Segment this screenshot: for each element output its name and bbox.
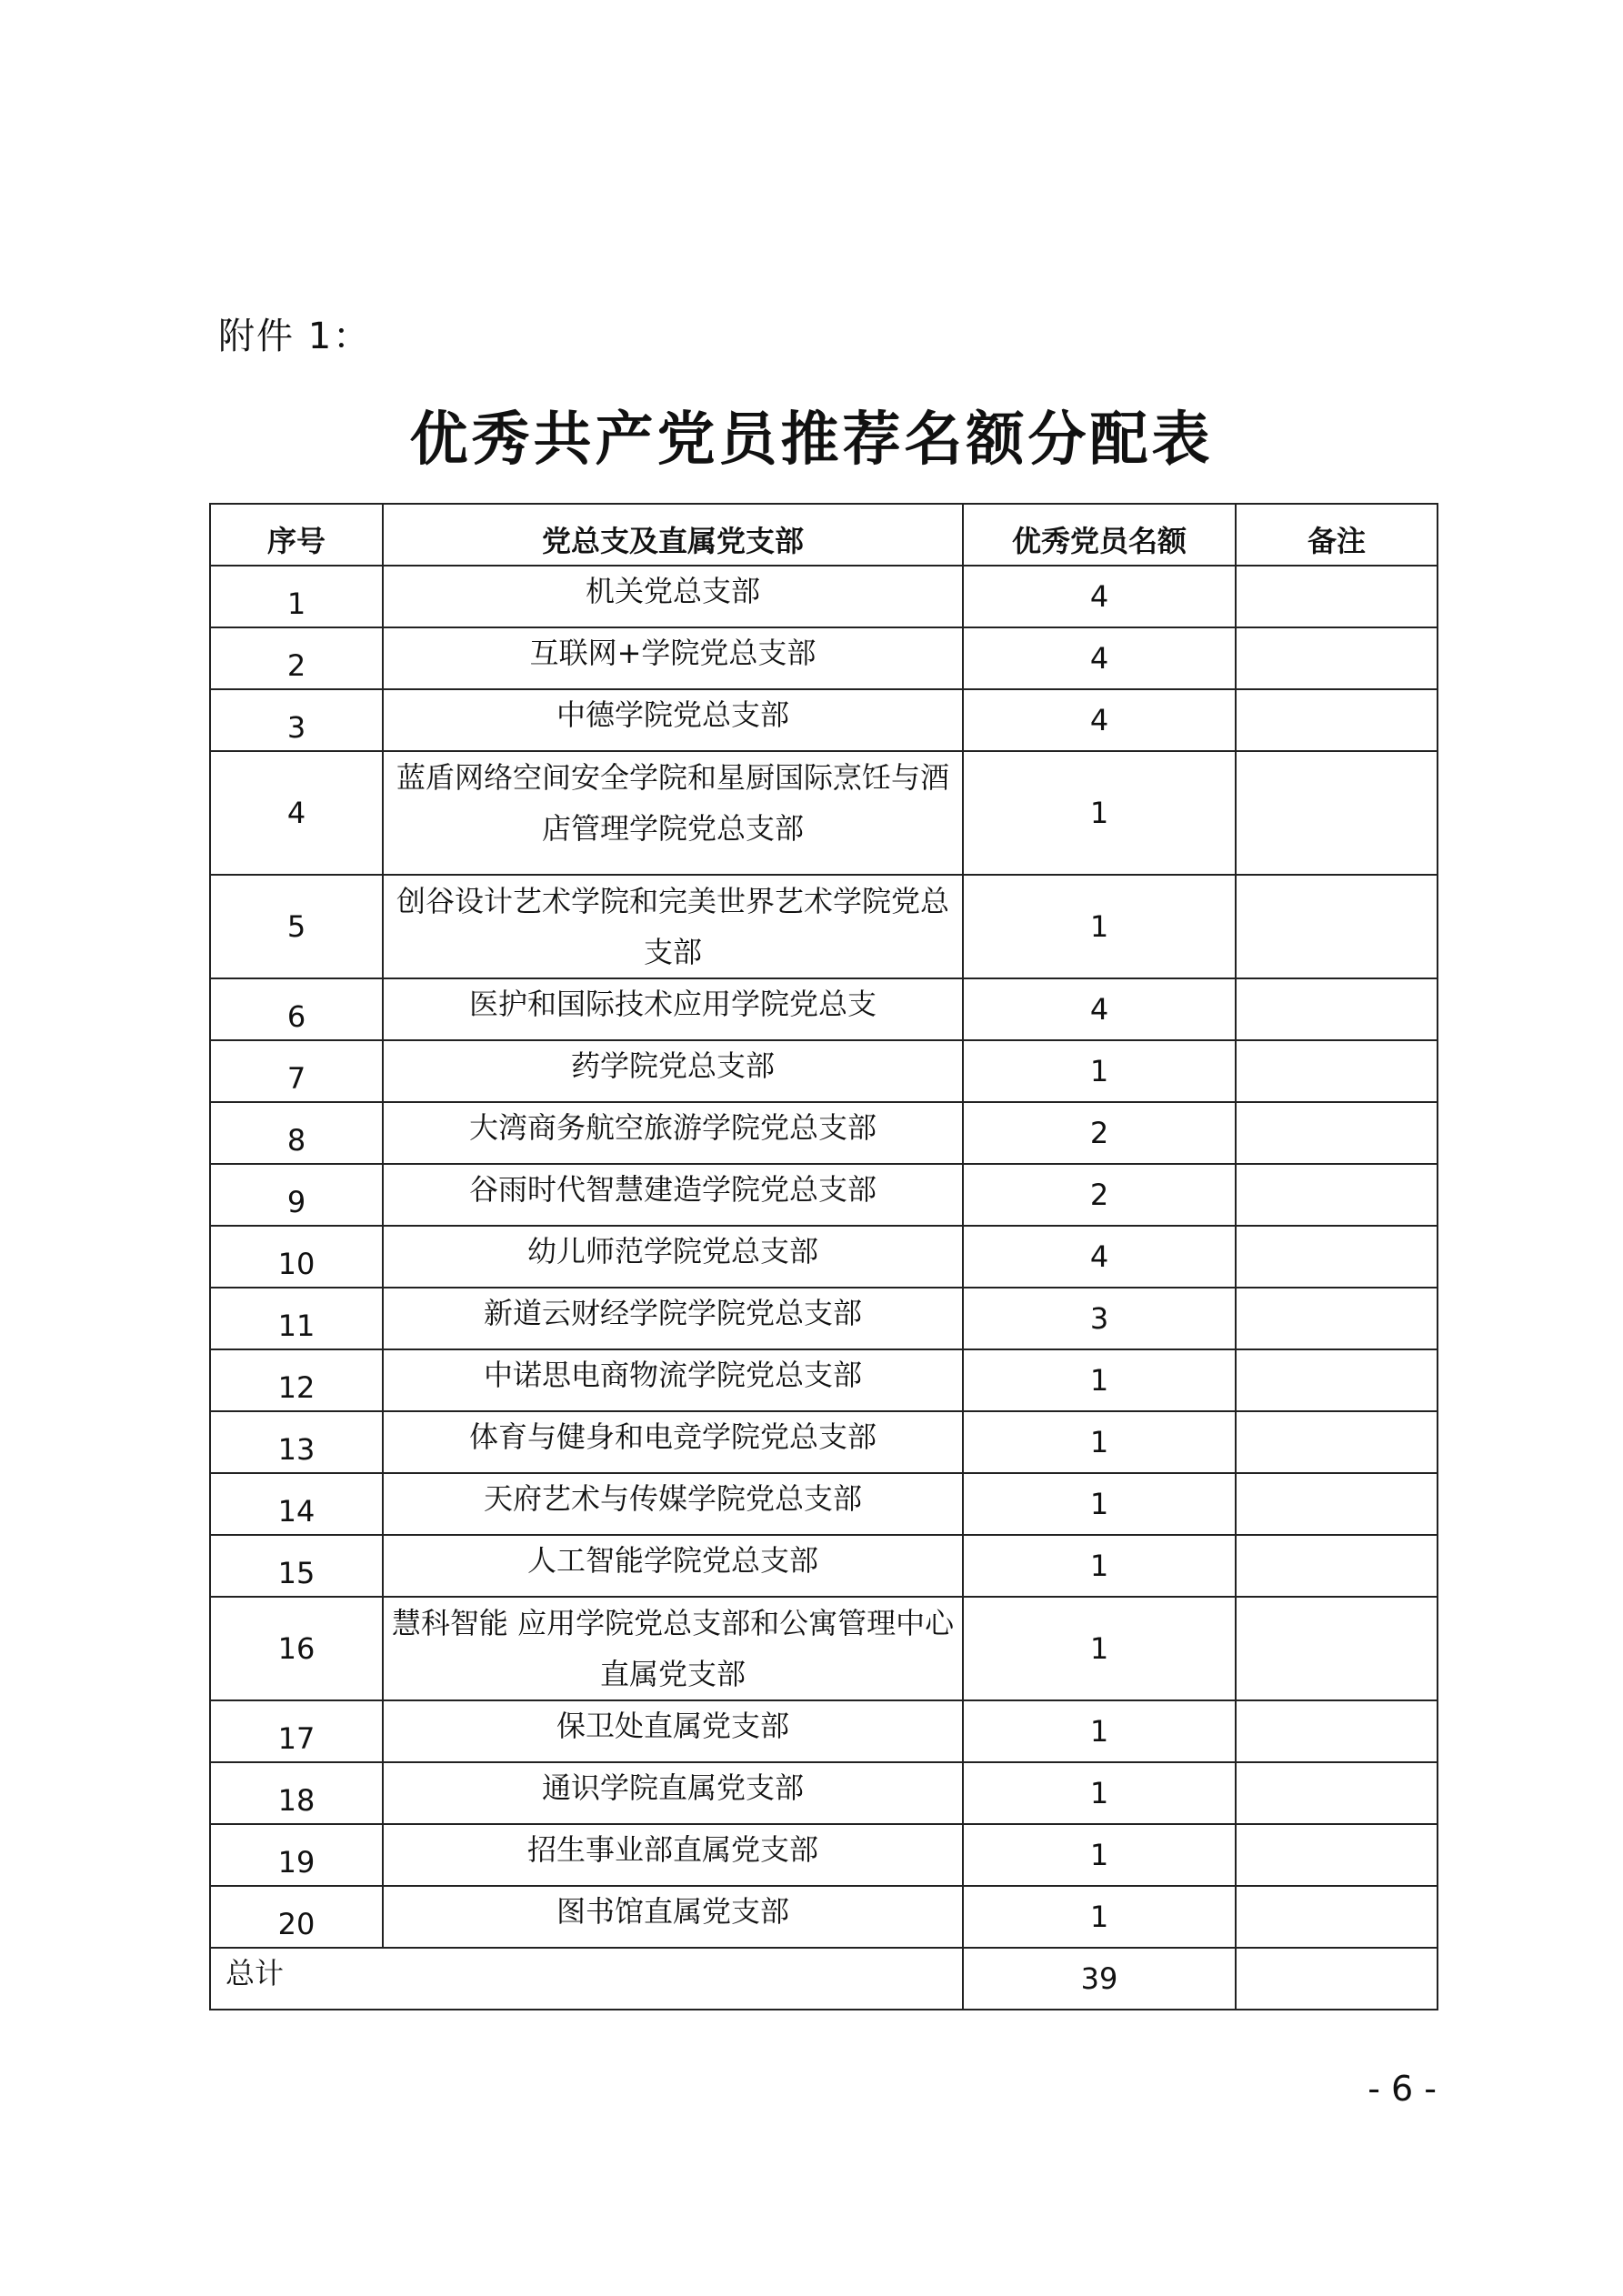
row-branch: 中德学院党总支部: [383, 689, 963, 751]
table-row: [210, 1535, 1438, 1597]
row-quota: 4: [963, 627, 1236, 689]
row-remarks: [1236, 689, 1438, 751]
page-title: 优秀共产党员推荐名额分配表: [409, 406, 1214, 474]
row-remarks: [1236, 1040, 1438, 1102]
row-remarks: [1236, 627, 1438, 689]
row-branch: 招生事业部直属党支部: [383, 1824, 963, 1886]
table-row: [210, 1411, 1438, 1473]
row-branch: 创谷设计艺术学院和完美世界艺术学院党总支部: [383, 875, 963, 978]
row-index: 9: [210, 1164, 383, 1226]
row-quota: 1: [963, 875, 1236, 978]
quota-allocation-table: [209, 503, 1438, 2010]
table-row: [210, 1226, 1438, 1288]
row-branch: 人工智能学院党总支部: [383, 1535, 963, 1597]
row-index: 10: [210, 1226, 383, 1288]
table-row: [210, 627, 1438, 689]
row-index: 7: [210, 1040, 383, 1102]
table-row: [210, 1824, 1438, 1886]
row-quota: 1: [963, 751, 1236, 875]
table-row: [210, 1288, 1438, 1349]
row-index: 6: [210, 978, 383, 1040]
row-branch: 图书馆直属党支部: [383, 1886, 963, 1948]
table-row: [210, 978, 1438, 1040]
row-index: 8: [210, 1102, 383, 1164]
row-quota: 4: [963, 1226, 1236, 1288]
row-remarks: [1236, 1164, 1438, 1226]
row-branch: 天府艺术与传媒学院党总支部: [383, 1473, 963, 1535]
row-quota: 1: [963, 1349, 1236, 1411]
table-row: [210, 1349, 1438, 1411]
row-quota: 1: [963, 1473, 1236, 1535]
row-index: 16: [210, 1597, 383, 1700]
row-branch: 蓝盾网络空间安全学院和星厨国际烹饪与酒店管理学院党总支部: [383, 751, 963, 875]
row-quota: 2: [963, 1164, 1236, 1226]
row-remarks: [1236, 1288, 1438, 1349]
row-remarks: [1236, 875, 1438, 978]
total-label: 总计: [210, 1948, 963, 2010]
total-quota: 39: [963, 1948, 1236, 2010]
table-row: [210, 566, 1438, 627]
row-remarks: [1236, 1411, 1438, 1473]
row-index: 19: [210, 1824, 383, 1886]
header-remarks: 备注: [1236, 504, 1438, 566]
row-quota: 1: [963, 1762, 1236, 1824]
row-branch: 药学院党总支部: [383, 1040, 963, 1102]
table-row: [210, 1597, 1438, 1700]
row-branch: 体育与健身和电竞学院党总支部: [383, 1411, 963, 1473]
row-quota: 4: [963, 978, 1236, 1040]
row-remarks: [1236, 1597, 1438, 1700]
row-remarks: [1236, 1349, 1438, 1411]
table-row: [210, 875, 1438, 978]
row-remarks: [1236, 566, 1438, 627]
row-index: 11: [210, 1288, 383, 1349]
table-row: [210, 1164, 1438, 1226]
table-row: [210, 1040, 1438, 1102]
row-branch: 互联网+学院党总支部: [383, 627, 963, 689]
attachment-label: 附件 1：: [218, 316, 372, 357]
row-index: 12: [210, 1349, 383, 1411]
row-quota: 1: [963, 1411, 1236, 1473]
row-quota: 3: [963, 1288, 1236, 1349]
page-number: - 6 -: [1368, 2069, 1437, 2109]
row-index: 15: [210, 1535, 383, 1597]
row-quota: 1: [963, 1535, 1236, 1597]
row-index: 18: [210, 1762, 383, 1824]
header-index: 序号: [210, 504, 383, 566]
row-quota: 1: [963, 1700, 1236, 1762]
table-row: [210, 1473, 1438, 1535]
total-row: [210, 1948, 1438, 2010]
row-index: 3: [210, 689, 383, 751]
table-row: [210, 689, 1438, 751]
row-remarks: [1236, 1226, 1438, 1288]
row-remarks: [1236, 1700, 1438, 1762]
row-quota: 1: [963, 1886, 1236, 1948]
row-quota: 1: [963, 1040, 1236, 1102]
row-branch: 慧科智能 应用学院党总支部和公寓管理中心直属党支部: [383, 1597, 963, 1700]
row-branch: 医护和国际技术应用学院党总支: [383, 978, 963, 1040]
total-remarks: [1236, 1948, 1438, 2010]
row-remarks: [1236, 1102, 1438, 1164]
row-index: 13: [210, 1411, 383, 1473]
row-remarks: [1236, 1473, 1438, 1535]
row-quota: 1: [963, 1824, 1236, 1886]
row-remarks: [1236, 978, 1438, 1040]
table-row: [210, 1762, 1438, 1824]
row-index: 14: [210, 1473, 383, 1535]
row-index: 17: [210, 1700, 383, 1762]
row-quota: 2: [963, 1102, 1236, 1164]
row-quota: 4: [963, 689, 1236, 751]
row-remarks: [1236, 1886, 1438, 1948]
row-branch: 新道云财经学院学院党总支部: [383, 1288, 963, 1349]
row-branch: 中诺思电商物流学院党总支部: [383, 1349, 963, 1411]
row-branch: 机关党总支部: [383, 566, 963, 627]
row-quota: 1: [963, 1597, 1236, 1700]
table-row: [210, 1886, 1438, 1948]
row-remarks: [1236, 1535, 1438, 1597]
row-remarks: [1236, 1824, 1438, 1886]
table-header-row: [210, 504, 1438, 566]
row-branch: 保卫处直属党支部: [383, 1700, 963, 1762]
row-quota: 4: [963, 566, 1236, 627]
table-row: [210, 1700, 1438, 1762]
row-remarks: [1236, 1762, 1438, 1824]
row-remarks: [1236, 751, 1438, 875]
row-branch: 幼儿师范学院党总支部: [383, 1226, 963, 1288]
table-row: [210, 751, 1438, 875]
table-row: [210, 1102, 1438, 1164]
row-index: 5: [210, 875, 383, 978]
row-index: 2: [210, 627, 383, 689]
row-index: 4: [210, 751, 383, 875]
header-quota: 优秀党员名额: [963, 504, 1236, 566]
row-branch: 大湾商务航空旅游学院党总支部: [383, 1102, 963, 1164]
row-branch: 谷雨时代智慧建造学院党总支部: [383, 1164, 963, 1226]
row-index: 20: [210, 1886, 383, 1948]
header-branch: 党总支及直属党支部: [383, 504, 963, 566]
row-index: 1: [210, 566, 383, 627]
row-branch: 通识学院直属党支部: [383, 1762, 963, 1824]
